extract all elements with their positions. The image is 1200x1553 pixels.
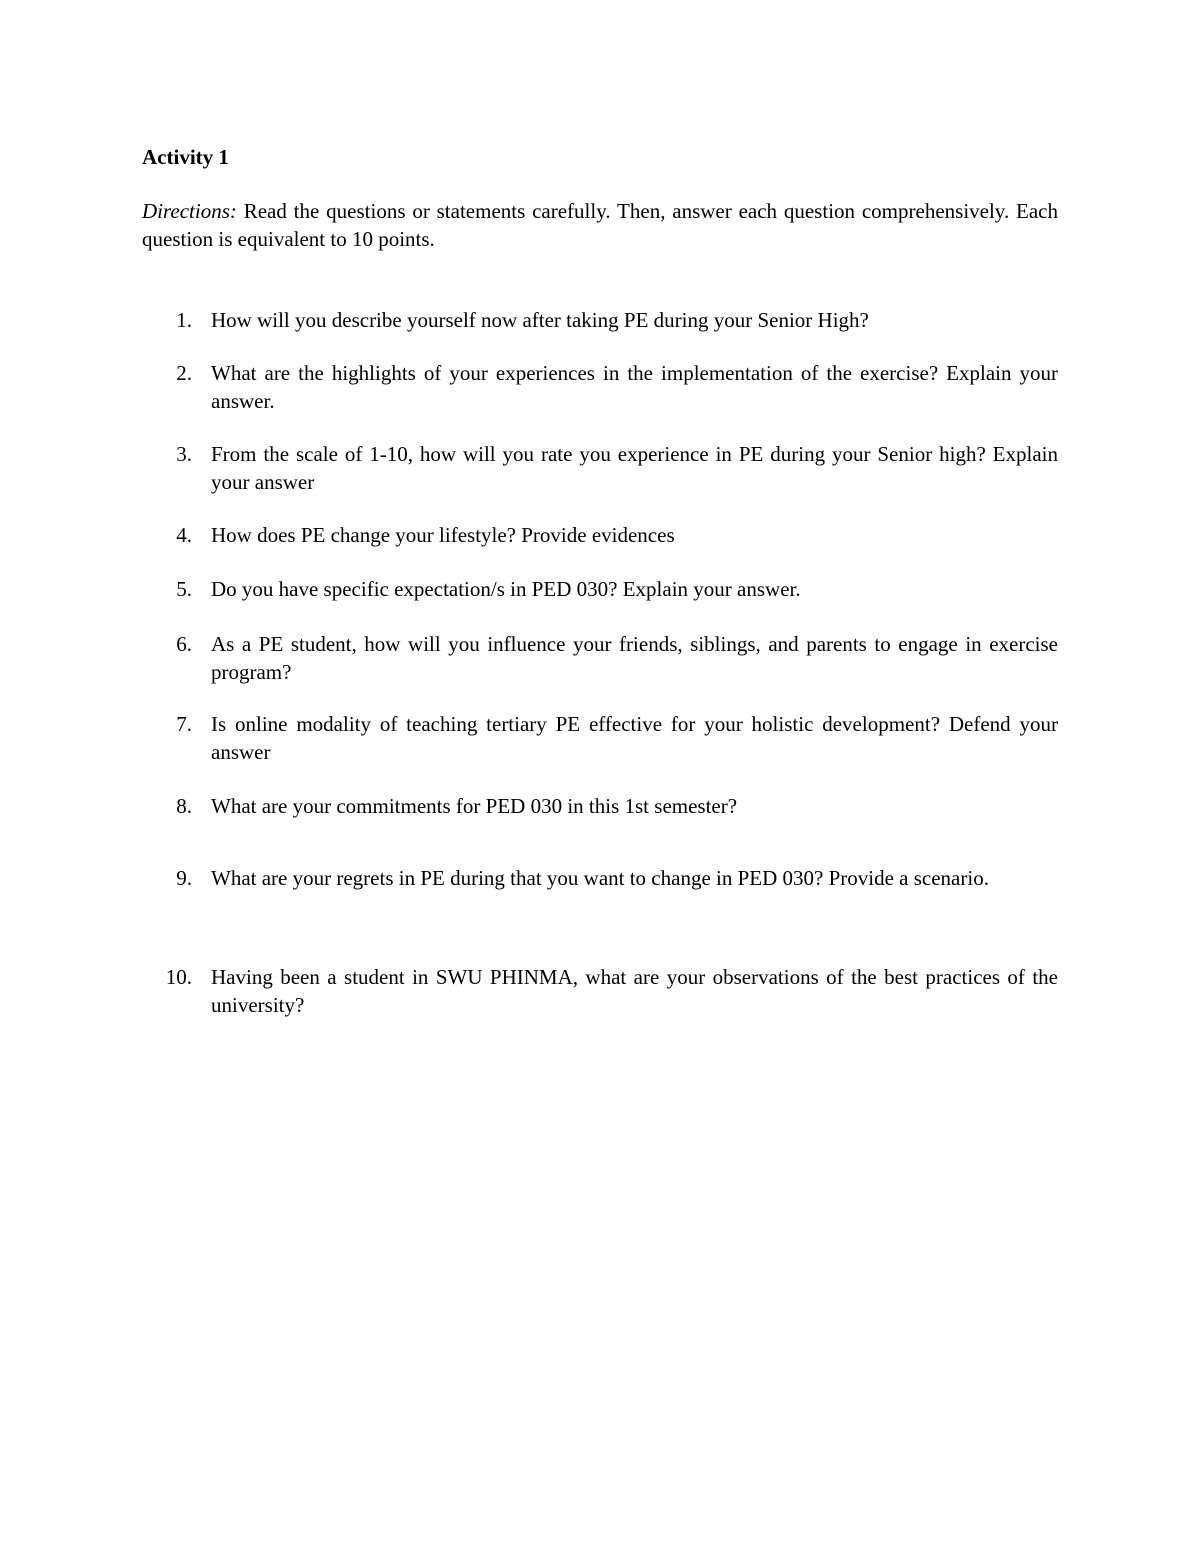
question-number: 3. bbox=[176, 442, 192, 466]
question-number: 5. bbox=[176, 577, 192, 601]
question-text: Do you have specific expectation/s in PED 030? Explain your answer. bbox=[211, 577, 801, 601]
directions-label: Directions: bbox=[142, 199, 237, 223]
question-number: 4. bbox=[176, 523, 192, 547]
question-text: Is online modality of teaching tertiary PE effective for your holistic development? Defend your answer bbox=[211, 712, 1058, 764]
question-text: How does PE change your lifestyle? Provide evidences bbox=[211, 523, 675, 547]
question-number: 8. bbox=[176, 794, 192, 818]
question-text: What are the highlights of your experiences in the implementation of the exercise? Explain your answer. bbox=[211, 361, 1058, 413]
question-text: As a PE student, how will you influence your friends, siblings, and parents to engage in exercise program? bbox=[211, 632, 1058, 684]
directions-text: Read the questions or statements carefully. Then, answer each question comprehensively. Each question is equivalent to 10 points. bbox=[142, 199, 1058, 251]
question-number: 10. bbox=[165, 965, 192, 989]
directions-paragraph bbox=[142, 197, 1058, 253]
question-text: From the scale of 1-10, how will you rate you experience in PE during your Senior high? Explain your answer bbox=[211, 442, 1058, 494]
question-number: 2. bbox=[176, 361, 192, 385]
question-number: 7. bbox=[176, 712, 192, 736]
question-number: 9. bbox=[176, 866, 192, 890]
question-text: What are your commitments for PED 030 in this 1st semester? bbox=[211, 794, 738, 818]
question-number: 1. bbox=[176, 308, 192, 332]
question-text: What are your regrets in PE during that you want to change in PED 030? Provide a scenario. bbox=[211, 866, 989, 890]
question-text: Having been a student in SWU PHINMA, what are your observations of the best practices of the university? bbox=[211, 965, 1058, 1017]
question-number: 6. bbox=[176, 632, 192, 656]
page-title: Activity 1 bbox=[142, 145, 229, 169]
question-text: How will you describe yourself now after taking PE during your Senior High? bbox=[211, 308, 869, 332]
